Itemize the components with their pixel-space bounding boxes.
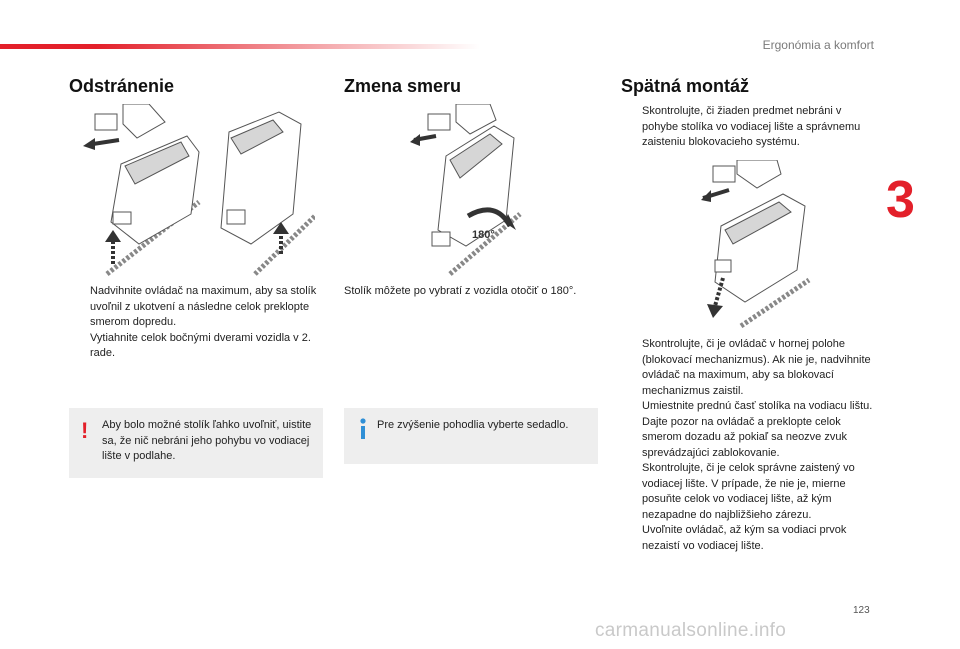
list-item (69, 284, 323, 331)
refit-illustration (701, 160, 811, 328)
removal-step-1: Nadvihnite ovládač na maximum, aby sa stolík uvoľnil z ukotvení a následne celok preklopte smerom dopredu. (90, 285, 317, 328)
list-item (621, 415, 876, 462)
list-item (621, 461, 876, 523)
heading-removal: Odstránenie (69, 76, 175, 96)
list-item (69, 331, 323, 362)
rotation-label: 180° (472, 229, 495, 241)
refit-step-check: Skontrolujte, či žiaden predmet nebráni v pohybe stolíka vo vodiacej lište a správnemu zaisteniu blokovacieho systému. (642, 105, 861, 148)
info-text: Pre zvýšenie pohodlia vyberte sedadlo. (377, 419, 569, 431)
info-icon (358, 418, 368, 440)
removal-step-2: Vytiahnite celok bočnými dverami vozidla v 2. rade. (90, 331, 311, 359)
section-title: Ergonómia a komfort (762, 38, 874, 52)
list-item (621, 399, 876, 415)
table-rotate-illustration (410, 104, 570, 276)
heading-direction: Zmena smeru (344, 76, 462, 96)
refit-step-4: Skontrolujte, či je celok správne zaistený vo vodiacej lište. V prípade, že nie je, mierne posuňte celok vo vodiacej lište, až kým nezapadne do najbližšieho zárezu. (642, 462, 855, 521)
refit-steps-top (621, 104, 876, 151)
warning-icon: ! (81, 418, 89, 443)
watermark: carmanualsonline.info (595, 620, 787, 641)
header-accent-bar (0, 44, 480, 49)
page-number: 123 (853, 605, 870, 616)
table-tilt-illustration (79, 104, 315, 276)
refit-step-5: Uvoľnite ovládač, až kým sa vodiaci prvok nezaistí vo vodiacej lište. (642, 524, 847, 552)
list-item (621, 104, 876, 151)
list-item (621, 523, 876, 554)
warning-text: Aby bolo možné stolík ľahko uvoľniť, uistite sa, že nič nebráni jeho pohybu vo vodiacej lište v podlahe. (102, 419, 312, 462)
info-note (344, 408, 598, 464)
chapter-number: 3 (886, 171, 915, 229)
direction-text: Stolík môžete po vybratí z vozidla otočiť o 180°. (344, 285, 577, 297)
table-refit-illustration (701, 160, 811, 328)
removal-illustration (79, 104, 315, 276)
heading-refit: Spätná montáž (621, 76, 750, 96)
refit-step-2: Umiestnite prednú časť stolíka na vodiacu lištu. (642, 400, 873, 412)
warning-note (69, 408, 323, 478)
refit-step-1: Skontrolujte, či je ovládač v hornej polohe (blokovací mechanizmus). Ak nie je, nadvihnite ovládač na maximum, aby sa blokovací mechanizmus zaistil. (642, 338, 871, 397)
refit-steps-bottom (621, 337, 876, 554)
direction-illustration (410, 104, 570, 276)
list-item (621, 337, 876, 399)
refit-step-3: Dajte pozor na ovládač a preklopte celok smerom dozadu až pokiaľ sa neozve zvuk sprevádzajúci zablokovanie. (642, 415, 847, 459)
removal-steps (69, 284, 323, 362)
